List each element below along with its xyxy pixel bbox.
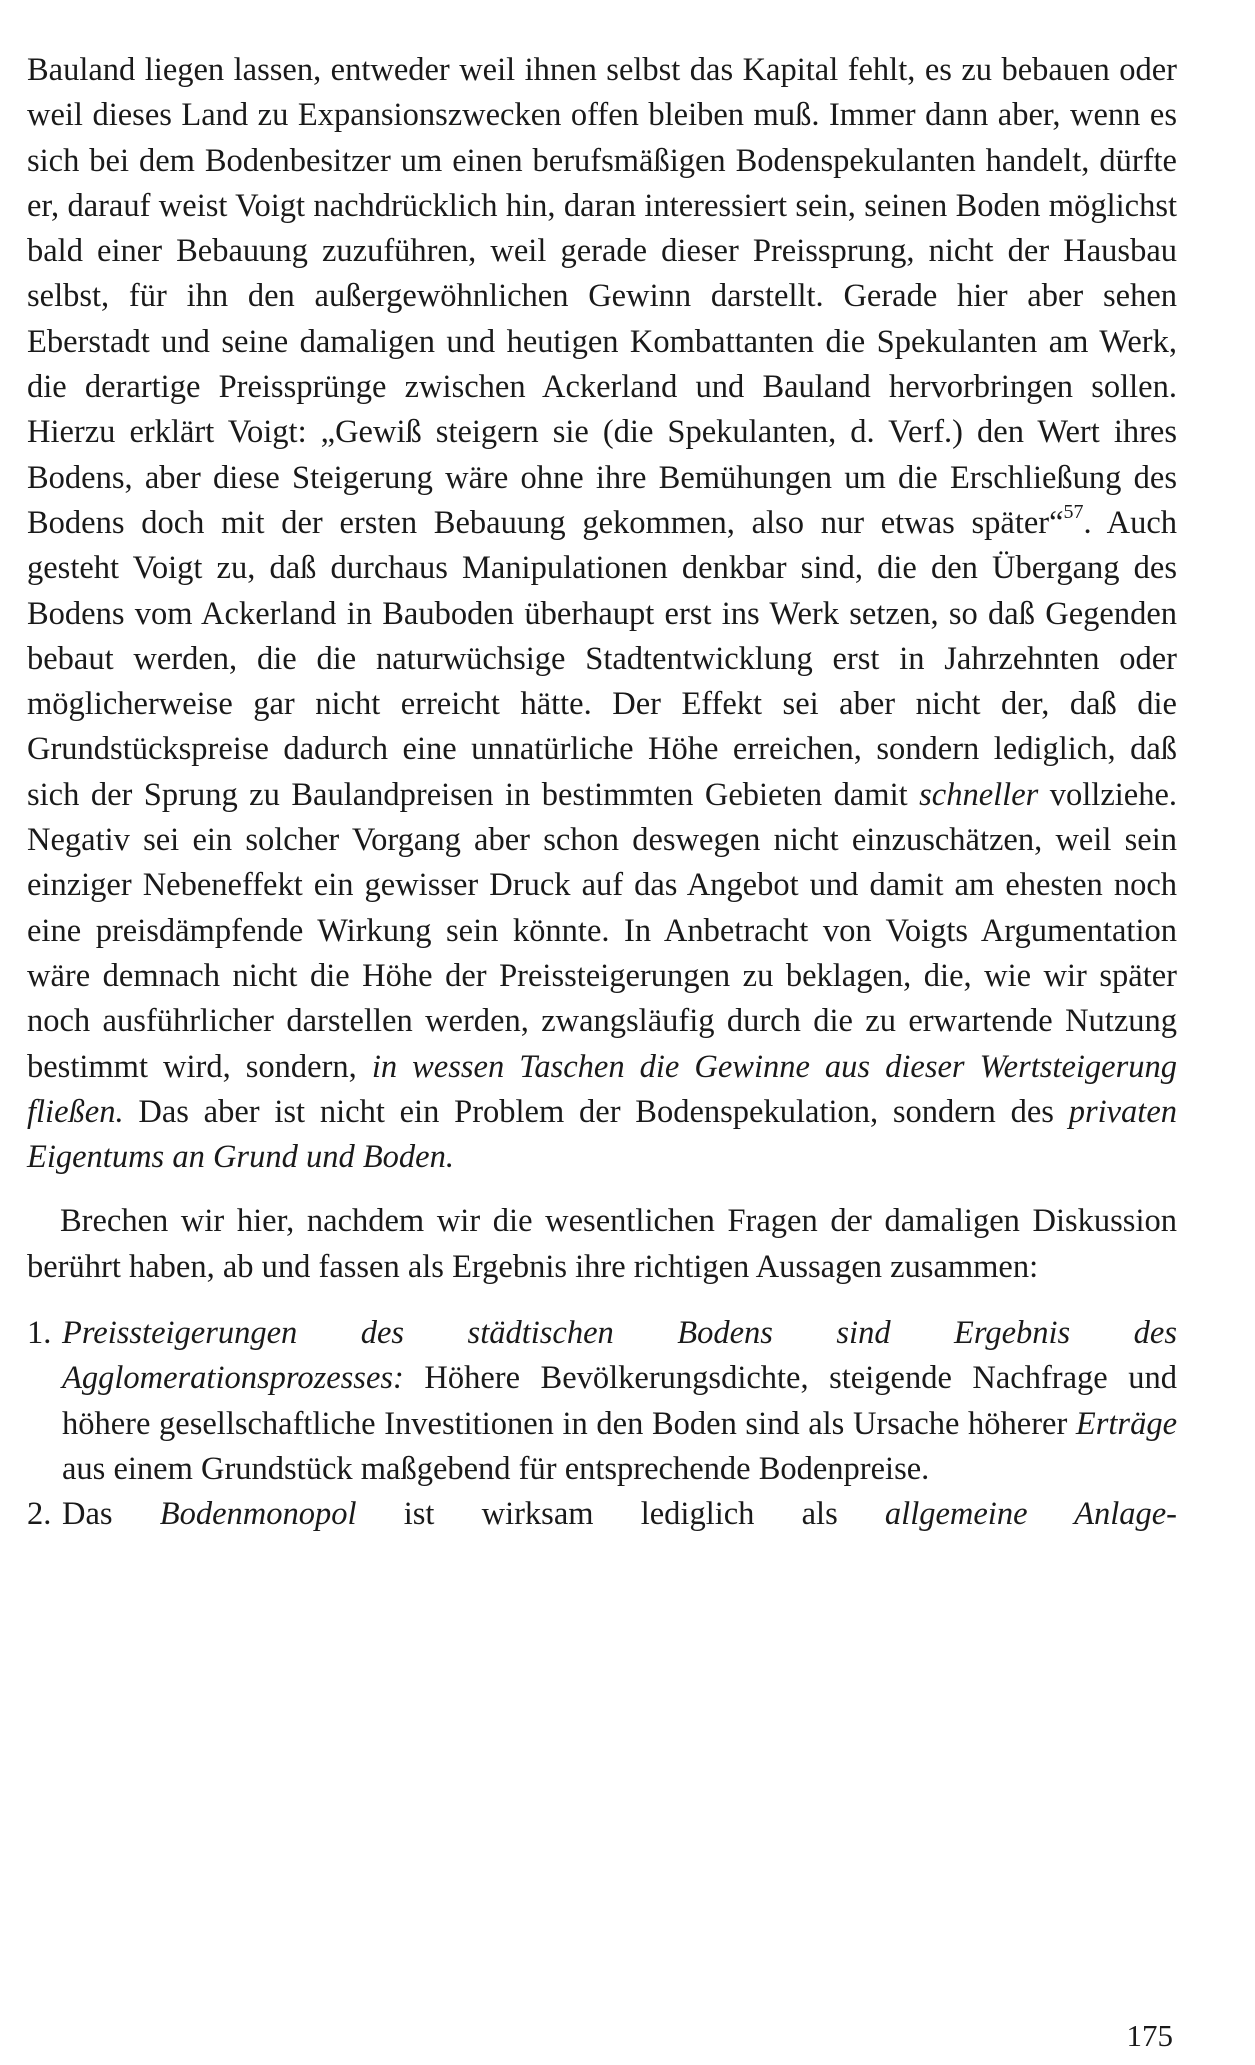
list-item-text-b: ist wirksam lediglich als	[356, 1496, 885, 1533]
paragraph-1-text-2: . Auch gesteht Voigt zu, daß durchaus Manipulationen denkbar sind, die den Übergang des Bodens vom Ackerland in Bauboden überhaupt erst ins Werk setzen, so daß Gegenden bebaut werden, die die naturwüchsige Stadtentwicklung erst in Jahrzehnten oder möglicherweise gar nicht erreicht hätte. Der Effekt sei aber nicht der, daß die Grundstückspreise dadurch eine unnatürliche Höhe erreichen, sondern lediglich, daß sich der Sprung zu Baulandpreisen in bestimmten Gebieten damit	[27, 504, 1177, 813]
body-paragraph-2: Brechen wir hier, nachdem wir die wesentlichen Fragen der damaligen Diskussion berührt haben, ab und fassen als Ergebnis ihre richtigen Aussagen zusammen:	[27, 1203, 1177, 1285]
page-body	[27, 48, 1177, 1538]
emphasis-eigentum: privaten Eigentums an Grund und Boden.	[27, 1093, 1177, 1176]
paragraph-1-text-3: vollziehe. Negativ sei ein solcher Vorgang aber schon deswegen nicht einzuschätzen, weil sein einziger Nebeneffekt ein gewisser Druck auf das Angebot und damit am ehesten noch eine preisdämpfende Wirkung sein könnte. In Anbetracht von Voigts Argumentation wäre demnach nicht die Höhe der Preissteigerungen zu beklagen, die, wie wir später noch ausführlicher darstellen werden, zwangsläufig durch die zu erwartende Nutzung bestimmt wird, sondern,	[27, 776, 1177, 1085]
list-item-text-b: aus einem Grundstück maßgebend für entsprechende Bodenpreise.	[62, 1450, 930, 1487]
page-number: 175	[1126, 2018, 1173, 2053]
list-item-text-a: Höhere Bevölkerungsdichte, steigende Nachfrage und höhere gesellschaftliche Investitionen in den Boden sind als Ursache höherer	[62, 1360, 1177, 1442]
list-item-emphasis-2: allgemeine Anlage-	[884, 1496, 1177, 1533]
list-item-emphasis-2: Erträge	[1075, 1405, 1177, 1442]
body-paragraph-1	[27, 48, 1177, 1180]
list-item-text-a: Das	[62, 1496, 160, 1533]
list-item-text	[62, 1492, 1177, 1537]
paragraph-1-text-1: Bauland liegen lassen, entweder weil ihnen selbst das Kapital fehlt, es zu bebauen oder weil dieses Land zu Expansionszwecken offen bleiben muß. Immer dann aber, wenn es sich bei dem Bodenbesitzer um einen berufsmäßigen Bodenspekulanten handelt, dürfte er, darauf weist Voigt nachdrücklich hin, daran interessiert sein, seinen Boden möglichst bald einer Bebauung zuzuführen, weil gerade dieser Preissprung, nicht der Hausbau selbst, für ihn den außergewöhnlichen Gewinn darstellt. Gerade hier aber sehen Eberstadt und seine damaligen und heutigen Kombattanten die Spekulanten am Werk, die derartige Preissprünge zwischen Ackerland und Bauland hervorbringen sollen. Hierzu erklärt Voigt: „Gewiß steigern sie (die Spekulanten, d. Verf.) den Wert ihres Bodens, aber diese Steigerung wäre ohne ihre Bemühungen um die Erschließung des Bodens doch mit der ersten Bebauung gekommen, also nur etwas später“	[27, 52, 1177, 541]
emphasis-gewinne: in wessen Taschen die Gewinne aus dieser Wertsteigerung fließen.	[27, 1048, 1177, 1130]
list-item-emphasis: Bodenmonopol	[159, 1496, 357, 1533]
list-item-emphasis: Preissteigerungen des städtischen Bodens sind Ergebnis des Agglomerationsprozesses:	[62, 1315, 1177, 1397]
footnote-marker: 57	[1063, 500, 1084, 523]
list-item-text	[62, 1311, 1177, 1492]
numbered-list	[27, 1311, 1177, 1537]
paragraph-1-text-4: Das aber ist nicht ein Problem der Bodenspekulation, sondern des	[123, 1093, 1069, 1130]
list-item	[27, 1311, 1177, 1492]
list-item-number: 2.	[27, 1496, 52, 1533]
list-item-number: 1.	[27, 1315, 52, 1352]
list-item	[27, 1492, 1177, 1537]
emphasis-schneller: schneller	[919, 776, 1039, 813]
